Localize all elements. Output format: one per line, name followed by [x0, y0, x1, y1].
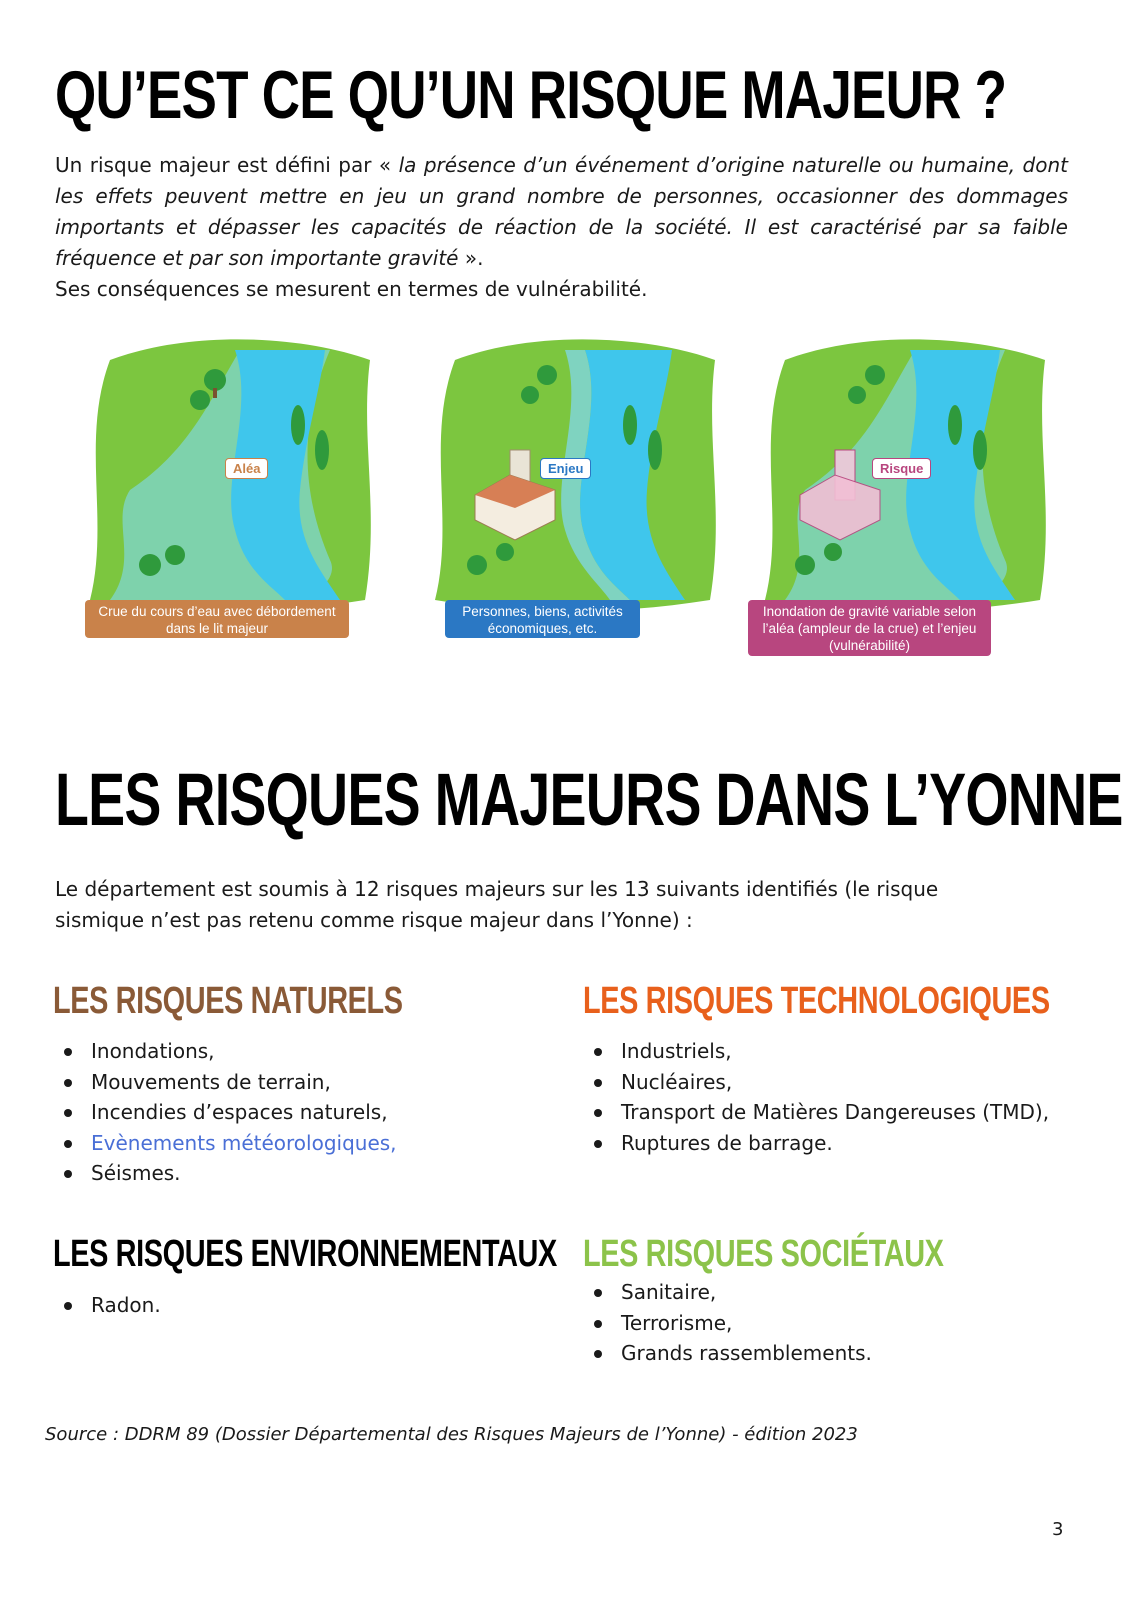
- list-item: Nucléaires,: [584, 1067, 1049, 1098]
- heading-environnementaux: LES RISQUES ENVIRONNEMENTAUX: [53, 1233, 557, 1275]
- risque-caption: Inondation de gravité variable selon l’aléa (ampleur de la crue) et l’enjeu (vulnérabilité): [748, 600, 991, 656]
- list-item: Ruptures de barrage.: [584, 1128, 1049, 1159]
- alea-tag: Aléa: [225, 458, 268, 479]
- list-item: Industriels,: [584, 1036, 1049, 1067]
- page-title: QU’EST CE QU’UN RISQUE MAJEUR ?: [55, 57, 1007, 133]
- enjeu-tag: Enjeu: [540, 458, 591, 479]
- definition-tail: ».: [458, 246, 484, 270]
- section-title-yonne: LES RISQUES MAJEURS DANS L’YONNE: [55, 758, 1123, 841]
- list-item: Inondations,: [54, 1036, 397, 1067]
- list-item: Incendies d’espaces naturels,: [54, 1097, 397, 1128]
- heading-technologiques: LES RISQUES TECHNOLOGIQUES: [583, 980, 1050, 1022]
- definition-lead: Un risque majeur est défini par «: [55, 153, 399, 177]
- list-item: Radon.: [54, 1290, 161, 1321]
- definition-quote: la présence d’un événement d’origine naturelle ou humaine, dont les effets peuvent mettre en jeu un grand nombre de personnes, occasionner des dommages importants et dépasser les capacités de réaction de la société. Il est caractérisé par sa faible fréquence et par son importante gravité: [55, 153, 1068, 270]
- meteo-link[interactable]: Evènements météorologiques,: [54, 1128, 397, 1159]
- risque-tag: Risque: [872, 458, 931, 479]
- consequences-line: Ses conséquences se mesurent en termes de vulnérabilité.: [55, 277, 648, 301]
- list-societaux: [584, 1277, 872, 1369]
- definition-paragraph: [55, 150, 1068, 274]
- list-technologiques: [584, 1036, 1049, 1158]
- list-item: Sanitaire,: [584, 1277, 872, 1308]
- heading-naturels: LES RISQUES NATURELS: [53, 980, 403, 1022]
- department-intro: Le département est soumis à 12 risques majeurs sur les 13 suivants identifiés (le risque sismique n’est pas retenu comme risque majeur dans l’Yonne) :: [55, 877, 939, 932]
- list-item: Transport de Matières Dangereuses (TMD),: [584, 1097, 1049, 1128]
- list-item: Terrorisme,: [584, 1308, 872, 1339]
- source-note: Source : DDRM 89 (Dossier Départemental des Risques Majeurs de l’Yonne) - édition 2023: [45, 1424, 858, 1445]
- page-number: 3: [1052, 1519, 1064, 1540]
- list-item: Grands rassemblements.: [584, 1338, 872, 1369]
- heading-societaux: LES RISQUES SOCIÉTAUX: [583, 1233, 944, 1275]
- list-naturels: [54, 1036, 397, 1189]
- enjeu-caption: Personnes, biens, activités économiques, etc.: [445, 600, 640, 638]
- list-item: Séismes.: [54, 1158, 397, 1189]
- alea-caption: Crue du cours d’eau avec débordement dans le lit majeur: [85, 600, 349, 638]
- list-environnementaux: [54, 1290, 161, 1321]
- list-item: Mouvements de terrain,: [54, 1067, 397, 1098]
